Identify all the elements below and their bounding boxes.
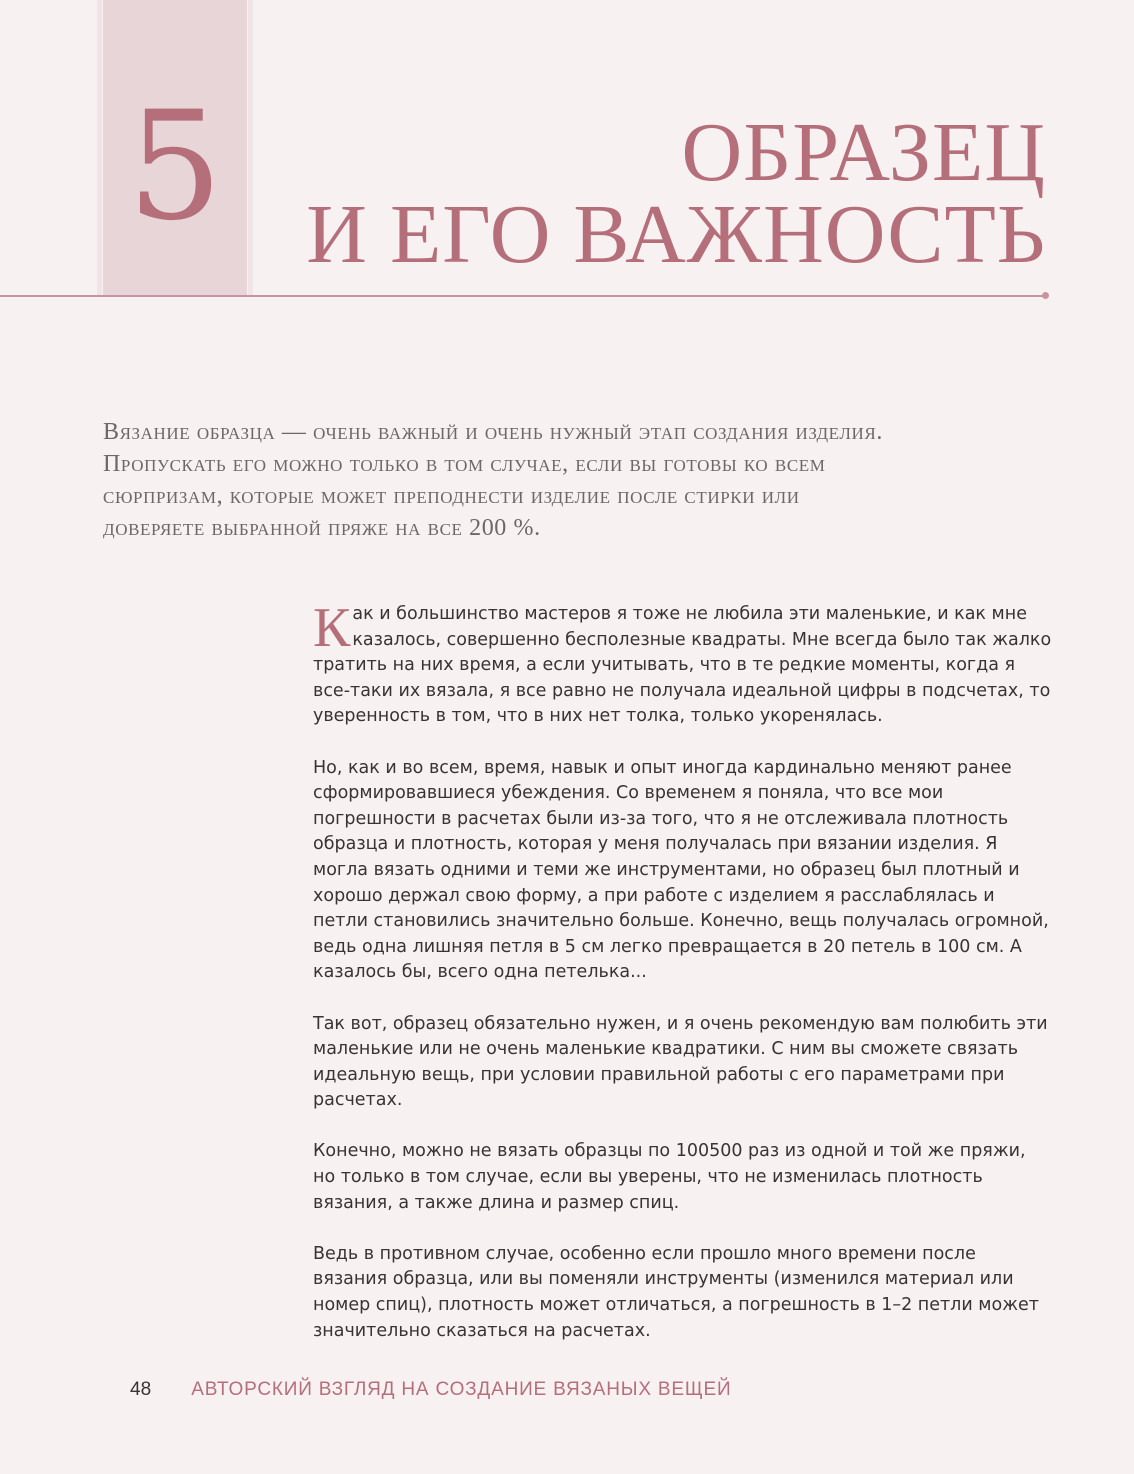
paragraph-1-text: ак и большинство мастеров я тоже не любила эти маленькие, и как мне казалось, совершенно бесполезные квадраты. Мне всегда было так жалко тратить на них время, а если учитывать, что в те редкие моменты, когда я все-таки их вязала, я все равно не получала идеальной цифры в подсчетах, то уверенность в том, что в них нет толка, только укоренялась.: [313, 604, 1052, 727]
title-divider-dot: [1042, 292, 1049, 299]
page-number: 48: [130, 1379, 152, 1400]
chapter-band-edge-left: [97, 0, 102, 296]
lead-paragraph: Вязание образца — очень важный и очень нужный этап создания изделия. Пропускать его можно только в том случае, если вы готовы ко всем сюрпризам, которые может преподнести изделие после стирки или доверяете выбранной пряже на все 200 %.: [103, 419, 883, 541]
chapter-title-line-1: ОБРАЗЕЦ: [681, 106, 1046, 199]
paragraph-2: Но, как и во всем, время, навык и опыт иногда кардинально меняют ранее сформировавшиеся убеждения. Со временем я поняла, что все мои погрешности в расчетах были из-за того, что я не отслеживала плотность образца и плотность, которая у меня получалась при вязании изделия. Я могла вязать одними и теми же инструментами, но образец был плотный и хорошо держал свою форму, а при работе с изделием я расслаблялась и петли становились значительно больше. Конечно, вещь получалась огромной, ведь одна лишняя петля в 5 см легко превращается в 20 петель в 100 см. А казалось бы, всего одна петелька...: [313, 757, 1049, 983]
page-footer: [130, 1378, 731, 1402]
paragraph-3: Так вот, образец обязательно нужен, и я очень рекомендую вам полюбить эти маленькие или не очень маленькие квадратики. С ним вы сможете связать идеальную вещь, при условии правильной работы с его параметрами при расчетах.: [313, 1013, 1048, 1111]
paragraph-1: [313, 597, 1053, 730]
title-divider: [0, 295, 1046, 297]
paragraph-5: Ведь в противном случае, особенно если прошло много времени после вязания образца, или вы поменяли инструменты (изменился материал или номер спиц), плотность может отличаться, а погрешность в 1–2 петли может значительно сказаться на расчетах.: [313, 1243, 1039, 1341]
paragraph-4: Конечно, можно не вязать образцы по 100500 раз из одной и той же пряжи, но только в том случае, если вы уверены, что не изменилась плотность вязания, а также длина и размер спиц.: [313, 1141, 1026, 1213]
body-text: [313, 597, 1053, 1370]
running-head: АВТОРСКИЙ ВЗГЛЯД НА СОЗДАНИЕ ВЯЗАНЫХ ВЕЩЕЙ: [191, 1379, 732, 1400]
drop-cap: К: [313, 597, 351, 659]
chapter-number: 5: [127, 80, 223, 254]
chapter-title-line-2: И ЕГО ВАЖНОСТЬ: [306, 188, 1046, 281]
chapter-band-edge-right: [248, 0, 253, 296]
chapter-title: [306, 106, 1046, 281]
